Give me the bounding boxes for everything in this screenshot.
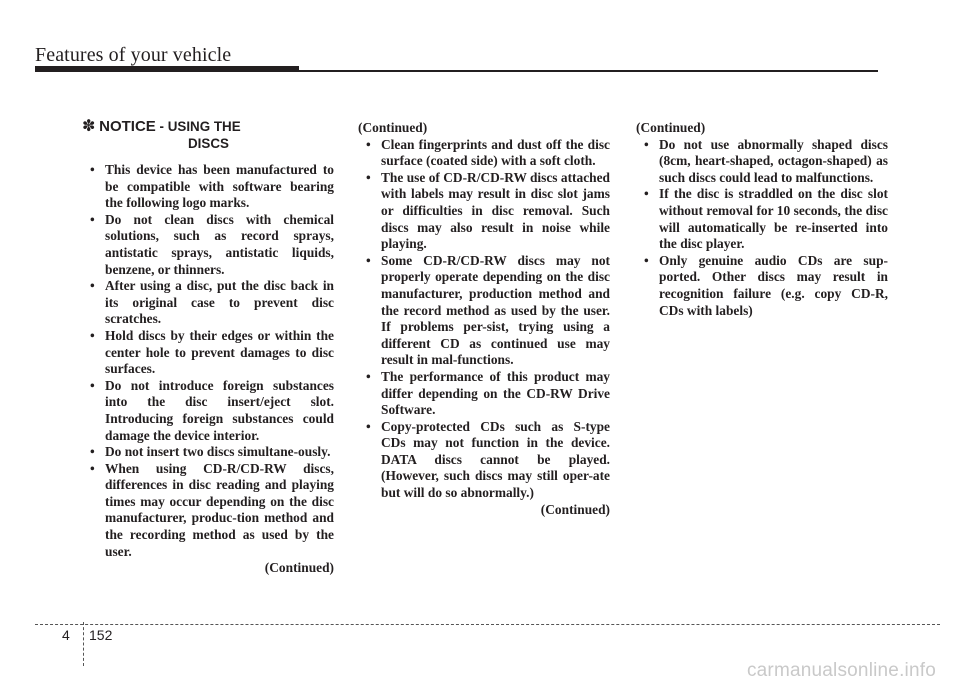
list-item: • After using a disc, put the disc back in its original case to prevent disc scratches. <box>82 278 334 328</box>
notice-topic-line2: DISCS <box>188 136 229 151</box>
page-number: 152 <box>89 627 113 643</box>
chapter-number: 4 <box>62 627 70 643</box>
notice-heading <box>82 118 334 152</box>
list-item: • Some CD-R/CD-RW discs may not properly operate depending on the disc manufacturer, production method and the record method as used by the user. If problems per-sist, trying using a different CD as continued use may result in mal-functions. <box>358 253 610 369</box>
continued-label: (Continued) <box>264 560 334 576</box>
continued-label: (Continued) <box>636 120 706 135</box>
page-header-title: Features of your vehicle <box>35 44 232 66</box>
list-item: • Do not clean discs with chemical solutions, such as record sprays, antistatic sprays, antistatic liquids, benzene, or thinners. <box>82 212 334 278</box>
notice-word: NOTICE <box>99 118 156 135</box>
notice-list-col1 <box>82 162 334 560</box>
notice-list-col3 <box>636 137 888 320</box>
continued-label: (Continued) <box>358 120 428 135</box>
list-item: • Hold discs by their edges or within the center hole to prevent damages to disc surfaces. <box>82 328 334 378</box>
header-rule-thick <box>35 66 299 72</box>
list-item: • This device has been manufactured to be compatible with software bearing the following logo marks. <box>82 162 334 212</box>
notice-topic-line1: - USING THE <box>159 119 241 134</box>
list-item: • The use of CD-R/CD-RW discs attached with labels may result in disc slot jams or difficulties in disc removal. Such discs may also result in noise while playing. <box>358 170 610 253</box>
list-item: • Only genuine audio CDs are sup-ported. Other discs may result in recognition failure (e.g. copy CD-R, CDs with labels) <box>636 253 888 319</box>
list-item: • The performance of this product may differ depending on the CD-RW Drive Software. <box>358 369 610 419</box>
list-item: • Clean fingerprints and dust off the disc surface (coated side) with a soft cloth. <box>358 137 610 170</box>
notice-list-col2 <box>358 137 610 502</box>
list-item: • Do not introduce foreign substances into the disc insert/eject slot. Introducing foreign substances could damage the device interior. <box>82 378 334 444</box>
list-item: • Do not use abnormally shaped discs (8cm, heart-shaped, octagon-shaped) as such discs could lead to malfunctions. <box>636 137 888 187</box>
column-2 <box>358 120 610 518</box>
watermark: carmanualsonline.info <box>746 660 936 681</box>
notice-star-icon: ✽ <box>82 118 96 135</box>
footer-dashed-divider <box>83 622 84 666</box>
list-item: • Do not insert two discs simultane-ously. <box>82 444 334 461</box>
column-3 <box>636 120 888 319</box>
list-item: • If the disc is straddled on the disc slot without removal for 10 seconds, the disc will automatically be re-inserted into the disc player. <box>636 186 888 252</box>
header-rule-thin <box>298 70 878 72</box>
list-item: • Copy-protected CDs such as S-type CDs may not function in the device. DATA discs cannot be played. (However, such discs may still oper-ate but will do so abnormally.) <box>358 419 610 502</box>
continued-label: (Continued) <box>540 501 610 517</box>
footer-dashed-rule <box>35 624 940 625</box>
column-1 <box>82 118 334 577</box>
list-item: • When using CD-R/CD-RW discs, differences in disc reading and playing times may occur depending on the disc manufacturer, produc-tion method and the recording method as used by the user. <box>82 461 334 561</box>
